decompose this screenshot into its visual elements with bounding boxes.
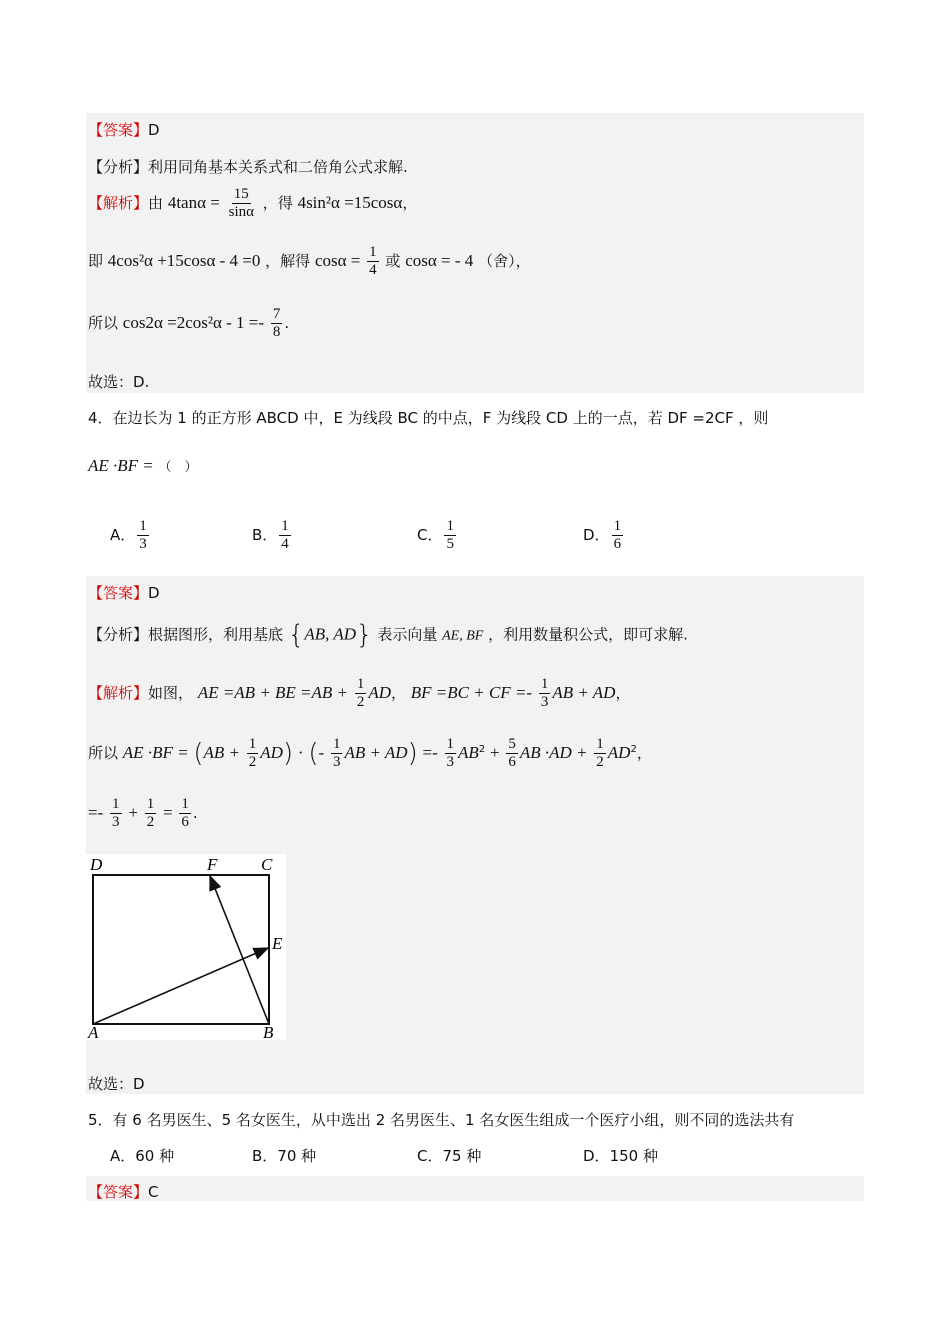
plus: + (489, 743, 500, 762)
blank-paren: （ ） (158, 460, 198, 475)
equation: AB + AD (552, 683, 616, 702)
text: ， (636, 744, 652, 762)
denominator: 4 (369, 262, 377, 278)
q5-option-c[interactable] (417, 1145, 481, 1166)
option-label: D． (583, 526, 610, 544)
numerator: 1 (446, 736, 455, 752)
numerator: 1 (596, 736, 604, 752)
text: ， (402, 194, 418, 212)
q4-solution-line2 (88, 736, 652, 771)
option-label: A． (110, 526, 136, 544)
text: 根据图形，利用基底 (148, 625, 284, 644)
denominator: 2 (596, 754, 604, 770)
fraction (367, 244, 379, 279)
paren-close: ) (407, 738, 418, 769)
numerator: 1 (356, 676, 365, 692)
fraction (137, 518, 149, 553)
option-label: C． (417, 1147, 443, 1165)
q4-stem-line2 (88, 456, 198, 476)
label-f: F (207, 855, 218, 874)
q4-stem-line1 (88, 407, 768, 428)
numerator: 1 (369, 244, 377, 260)
label-e: E (272, 934, 283, 953)
vectors: AE, BF (442, 628, 484, 644)
analysis-text: 利用同角基本关系式和二倍角公式求解. (148, 158, 408, 176)
option-label: A． (110, 1147, 136, 1165)
equation: 4cos²α +15cosα - 4 =0 (107, 251, 261, 270)
equation: cos2α =2cos²α - 1 =- (122, 313, 265, 332)
q5-option-b[interactable] (252, 1145, 316, 1166)
answer-value: D (148, 584, 160, 602)
fraction (444, 518, 456, 553)
brace-close: } (355, 620, 373, 650)
option-label: B． (252, 526, 278, 544)
equation: =- (422, 743, 438, 762)
q3-solution-line1 (88, 186, 417, 221)
q5-option-a[interactable] (110, 1145, 174, 1166)
numerator: 1 (181, 796, 189, 812)
denominator: 2 (356, 694, 365, 710)
denominator: 3 (540, 694, 549, 710)
label-b: B (263, 1023, 274, 1040)
denominator: 8 (272, 324, 281, 340)
fraction (445, 736, 457, 771)
minus: - (318, 743, 325, 762)
conclusion-text: 故选：D (88, 1075, 145, 1093)
equation: AB + (203, 743, 240, 762)
q3-conclusion (88, 371, 149, 392)
denominator: 6 (613, 536, 622, 552)
denominator: sinα (228, 204, 254, 220)
fraction (539, 676, 551, 711)
numerator: 1 (146, 796, 155, 812)
question-text: 5．有 6 名男医生、5 名女医生，从中选出 2 名男医生、1 名女医生组成一个医疗小组，则不同的选法共有 (88, 1111, 795, 1129)
denominator: 4 (281, 536, 289, 552)
q4-option-a[interactable] (110, 518, 151, 553)
answer-label: 【答案】 (88, 121, 149, 139)
fraction (145, 796, 157, 831)
fraction (110, 796, 122, 831)
analysis-label: 【分析】 (88, 625, 149, 644)
paren-open: ( (308, 738, 319, 769)
option-text: 60 种 (135, 1147, 175, 1165)
question-text: 4．在边长为 1 的正方形 ABCD 中，E 为线段 BC 的中点，F 为线段 CD 上的一点，若 DF =2CF ，则 (88, 409, 769, 427)
denominator: 2 (146, 814, 155, 830)
basis: AB, AD (304, 624, 356, 644)
option-label: D． (583, 1147, 610, 1165)
option-label: C． (417, 526, 443, 544)
option-text: 70 种 (277, 1147, 317, 1165)
text: ，利用数量积公式，即可求解. (488, 625, 688, 644)
numerator: 5 (508, 736, 516, 752)
equation: =- (88, 803, 104, 822)
numerator: 1 (112, 796, 120, 812)
equation: AB (458, 743, 479, 762)
brace-open: { (287, 620, 305, 650)
solution-label: 【解析】 (88, 194, 149, 212)
text: ，得 (262, 194, 293, 212)
text: 所以 (88, 744, 119, 762)
q4-option-d[interactable] (583, 518, 625, 553)
equals: = (162, 803, 173, 822)
option-text: 150 种 (609, 1147, 658, 1165)
paren-open: ( (193, 738, 204, 769)
q5-stem (88, 1109, 794, 1130)
text: . (192, 804, 198, 822)
answer-label: 【答案】 (88, 1183, 149, 1201)
answer-value: D (148, 121, 160, 139)
q4-solution-line3 (88, 796, 198, 831)
q4-conclusion (88, 1073, 145, 1094)
q5-answer-block (86, 1176, 864, 1201)
text: ， (390, 684, 406, 702)
equation: AE =AB + BE =AB + (197, 683, 349, 702)
text: 或 (385, 252, 401, 270)
diagram-background (86, 854, 286, 1040)
option-text: 75 种 (442, 1147, 482, 1165)
numerator: 1 (139, 518, 147, 534)
squared: 2 (478, 744, 486, 755)
equation: AD (368, 683, 391, 702)
numerator: 1 (613, 518, 622, 534)
dot: · (297, 743, 304, 762)
fraction (179, 796, 191, 831)
text: 如图， (148, 684, 194, 702)
option-label: B． (252, 1147, 278, 1165)
q3-solution-line3 (88, 306, 289, 341)
fraction (279, 518, 291, 553)
numerator: 1 (281, 518, 289, 534)
q4-option-b[interactable] (252, 518, 293, 553)
denominator: 3 (332, 754, 341, 770)
q3-solution-line2 (88, 244, 531, 279)
text: 所以 (88, 314, 119, 332)
text: 即 (88, 252, 104, 270)
square-diagram (86, 854, 286, 1040)
equation: 4tanα = (167, 193, 220, 212)
answer-label: 【答案】 (88, 584, 149, 602)
squared: 2 (630, 744, 637, 755)
numerator: 7 (272, 306, 281, 322)
denominator: 6 (508, 754, 516, 770)
q4-solution-line1 (88, 676, 630, 711)
numerator: 1 (248, 736, 257, 752)
fraction (227, 186, 256, 221)
q5-option-d[interactable] (583, 1145, 658, 1166)
label-d: D (90, 855, 103, 874)
fraction (594, 736, 606, 771)
equation: AB ·AD + (519, 743, 588, 762)
numerator: 15 (233, 186, 249, 202)
q3-analysis (88, 156, 408, 177)
q5-answer (88, 1181, 159, 1202)
fraction (247, 736, 259, 771)
text: ， (615, 684, 631, 702)
equation: AD (260, 743, 283, 762)
q4-answer (88, 582, 160, 603)
fraction (612, 518, 624, 553)
conclusion-text: 故选：D. (88, 373, 150, 391)
equation: cosα = (314, 251, 361, 270)
denominator: 3 (446, 754, 455, 770)
denominator: 5 (446, 536, 454, 552)
fraction (506, 736, 518, 771)
text: （舍）， (478, 252, 531, 270)
label-a: A (88, 1023, 99, 1040)
equation: cosα = - 4 (405, 251, 474, 270)
answer-value: C (148, 1183, 159, 1201)
label-c: C (261, 855, 273, 874)
fraction (355, 676, 367, 711)
q4-option-c[interactable] (417, 518, 458, 553)
plus: + (128, 803, 138, 822)
denominator: 3 (112, 814, 120, 830)
text: 由 (148, 194, 164, 212)
equation: 4sin²α =15cosα (297, 193, 403, 212)
equation: AE ·BF = (88, 456, 154, 475)
equation: AD (607, 743, 631, 762)
denominator: 2 (248, 754, 257, 770)
q3-answer (88, 119, 160, 140)
analysis-label: 【分析】 (88, 158, 149, 176)
denominator: 3 (139, 536, 147, 552)
equation: AE ·BF = (122, 743, 189, 762)
paren-close: ) (282, 738, 294, 769)
equation: BF =BC + CF =- (410, 683, 533, 702)
fraction (331, 736, 343, 771)
text: 表示向量 (377, 625, 438, 644)
numerator: 1 (540, 676, 549, 692)
text: ，解得 (265, 252, 311, 270)
fraction (271, 306, 283, 341)
numerator: 1 (446, 518, 454, 534)
denominator: 6 (181, 814, 189, 830)
equation: AB + AD (344, 743, 408, 762)
solution-label: 【解析】 (88, 684, 149, 702)
q4-analysis (88, 620, 688, 650)
text: . (284, 314, 290, 332)
numerator: 1 (332, 736, 341, 752)
